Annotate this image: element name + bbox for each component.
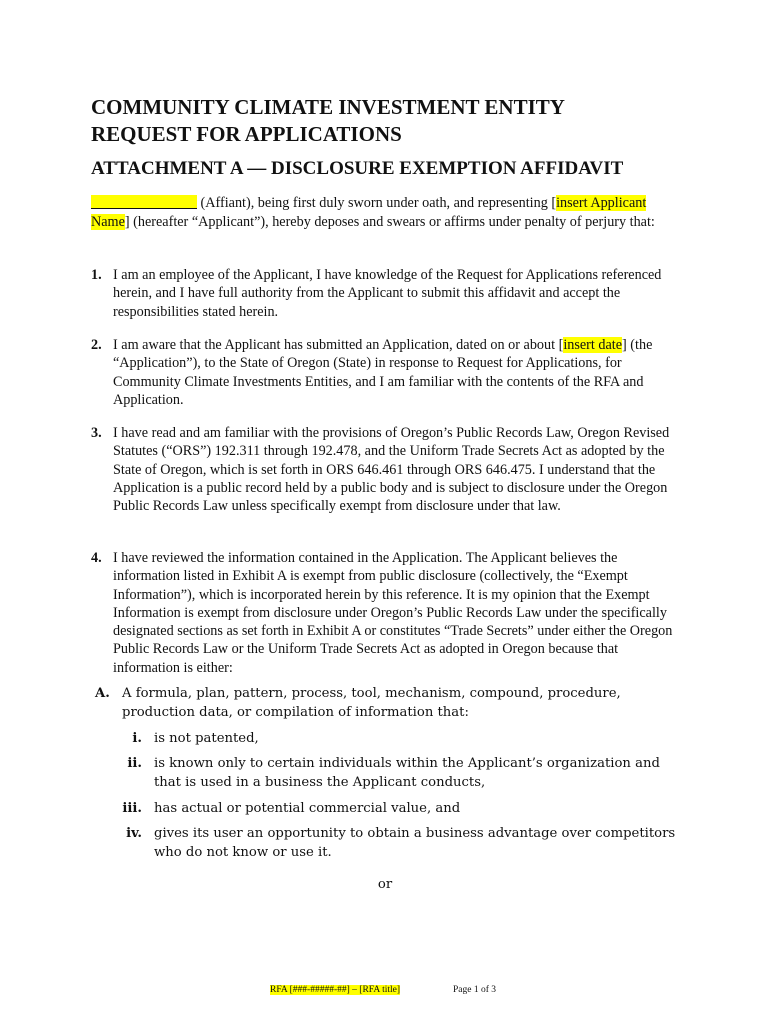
roman-item-i: [122, 729, 677, 748]
roman-item-ii: [122, 754, 677, 792]
footer-rfa-label: RFA [###-#####-##] – [RFA title]: [270, 985, 401, 995]
affiant-name-blank: [91, 195, 197, 209]
roman-text: gives its user an opportunity to obtain a business advantage over competitors who do not know or use it.: [154, 826, 676, 860]
date-placeholder: insert date: [563, 337, 623, 353]
intro-paragraph: [91, 194, 681, 231]
roman-item-iv: [122, 824, 677, 862]
roman-numeral: iii.: [122, 801, 142, 816]
attachment-subtitle: ATTACHMENT A — DISCLOSURE EXEMPTION AFFIDAVIT: [91, 158, 624, 179]
item-text: I am an employee of the Applicant, I have knowledge of the Request for Applications referenced herein, and I have full authority from the Applicant to submit this affidavit and accept the responsibilities stated herein.: [113, 267, 662, 320]
intro-text-2: ] (hereafter “Applicant”), hereby deposes and swears or affirms under penalty of perjury that:: [124, 213, 655, 230]
roman-numeral: i.: [132, 731, 142, 746]
footer-page-number: Page 1 of 3: [453, 985, 497, 995]
roman-text: is not patented,: [154, 731, 259, 746]
or-separator: or: [377, 877, 393, 892]
title-line-1: COMMUNITY CLIMATE INVESTMENT ENTITY: [91, 95, 565, 119]
roman-item-iii: [122, 799, 677, 818]
item-number: 2.: [91, 337, 102, 353]
sub-item-text: A formula, plan, pattern, process, tool, mechanism, compound, procedure, production data, or compilation of information that:: [122, 686, 621, 720]
item-text: I have reviewed the information contained in the Application. The Applicant believes the information listed in Exhibit A is exempt from public disclosure (collectively, the “Exempt Information”), which is incorporated herein by this reference. It is my opinion that the Exempt Information is exempt from disclosure under Oregon’s Public Records Law under the specifically designated sections as set forth in Exhibit A or constitutes “Trade Secrets” under either the Oregon Public Records Law or the Uniform Trade Secrets Act as adopted in Oregon because that information is either:: [113, 550, 673, 676]
list-item-1: [91, 266, 681, 321]
roman-numeral: iv.: [126, 826, 142, 841]
item-number: 3.: [91, 425, 102, 441]
list-item-2: [91, 336, 681, 409]
item-text: [113, 336, 681, 409]
item-number: 4.: [91, 550, 102, 566]
intro-text-1: (Affiant), being first duly sworn under oath, and representing [: [197, 195, 557, 211]
document-title: [91, 94, 565, 148]
applicant-name-placeholder: insert Applicant Name: [91, 195, 647, 230]
roman-numeral: ii.: [127, 756, 142, 771]
roman-text: is known only to certain individuals within the Applicant’s organization and that is used in a business the Applicant conducts,: [154, 756, 660, 790]
sub-item-letter: A.: [95, 686, 110, 701]
item-number: 1.: [91, 267, 102, 283]
list-item-3: [91, 424, 681, 515]
sub-item-a: [95, 684, 680, 722]
item-2-text-before: I am aware that the Applicant has submitted an Application, dated on or about [: [113, 337, 564, 353]
title-line-2: REQUEST FOR APPLICATIONS: [91, 122, 402, 146]
item-text: I have read and am familiar with the provisions of Oregon’s Public Records Law, Oregon Revised Statutes (“ORS”) 192.311 through 192.478, and the Uniform Trade Secrets Act as adopted by the State of Oregon, which is set forth in ORS 646.461 through ORS 646.475. I understand that the Application is a public record held by a public body and is subject to disclosure under the Oregon Public Records Law unless specifically exempt from disclosure under that law.: [113, 425, 670, 515]
item-2-text-after: ] (the “Application”), to the State of Oregon (State) in response to Request for Applications, for Community Climate Investments Entities, and I am familiar with the contents of the RFA and Application.: [113, 337, 653, 408]
roman-text: has actual or potential commercial value, and: [154, 801, 461, 816]
list-item-4: [91, 549, 681, 677]
